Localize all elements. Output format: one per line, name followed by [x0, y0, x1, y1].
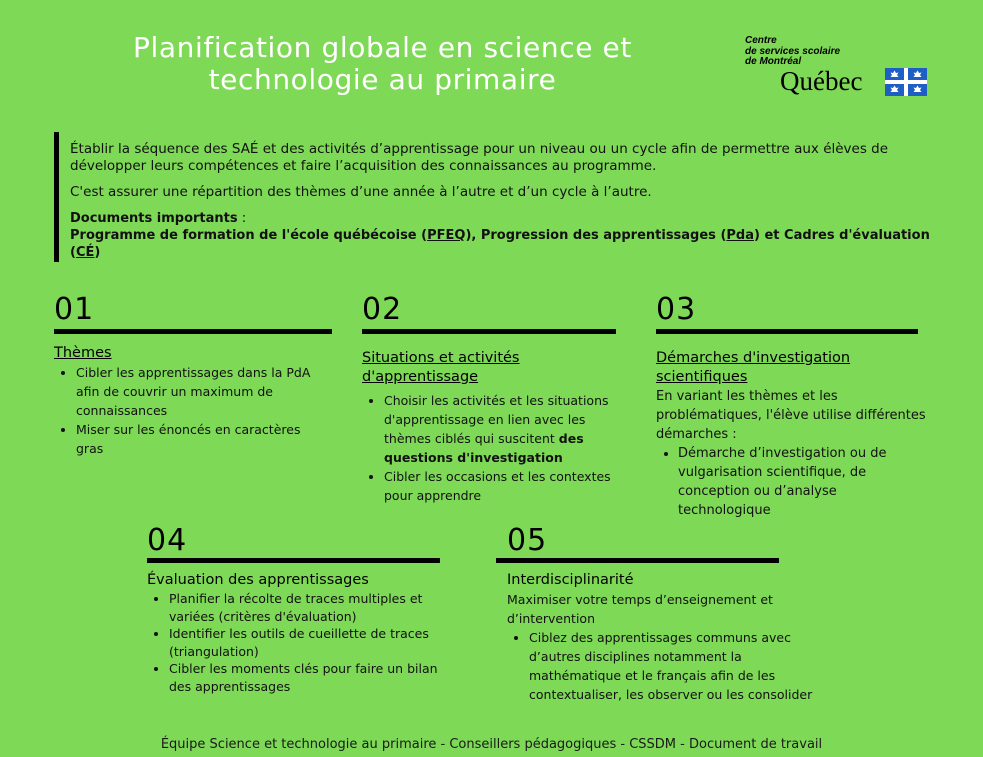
- docs-text-2: ), Progression des apprentissages (: [465, 228, 727, 243]
- list-item-emphasis: des questions d'investigation: [384, 431, 584, 465]
- important-documents-label: [70, 210, 934, 227]
- section-title-line-1: Démarches d'investigation: [656, 350, 851, 366]
- list-item: • Miser sur les énoncés en caractères gras: [76, 420, 326, 458]
- footer-credit: Équipe Science et technologie au primaire - Conseillers pédagogiques - CSSDM - Document de travail: [160, 737, 823, 752]
- section-04: [147, 524, 447, 695]
- section-title: Thèmes: [54, 345, 112, 361]
- intro-paragraph-2: C'est assurer une répartition des thèmes d’une année à l’autre et d’un cycle à l’autre.: [70, 184, 652, 200]
- section-list: [54, 363, 326, 458]
- section-number: 01: [54, 292, 95, 327]
- section-01: [54, 293, 334, 458]
- section-number: 04: [147, 523, 188, 558]
- logo-caption-line-2: de services scolaire: [745, 45, 841, 57]
- ce-link[interactable]: CÉ: [75, 245, 95, 260]
- section-title: [362, 349, 622, 387]
- important-documents-list: [70, 227, 934, 261]
- section-lead: Maximiser votre temps d’enseignement et d’intervention: [507, 592, 773, 626]
- section-title: [656, 349, 946, 387]
- section-02: [362, 293, 622, 505]
- section-03: [656, 293, 946, 520]
- page-title-line-2: technologie au primaire: [208, 63, 557, 96]
- docs-label-text: Documents importants: [70, 211, 238, 226]
- section-number: 05: [507, 523, 548, 558]
- list-item: • Ciblez des apprentissages communs avec d’autres disciplines notamment la mathématique et le français afin de les contextualiser, les observer ou les consolider: [529, 628, 819, 704]
- section-list: [362, 391, 624, 505]
- logo-wordmark: Québec: [780, 66, 863, 96]
- section-title: Interdisciplinarité: [507, 572, 634, 588]
- list-item-text: Choisir les activités et les situations d'apprentissage en lien avec les thèmes ciblés qui suscitent: [384, 393, 609, 446]
- docs-text-3: ) et Cadres d'évaluation (: [70, 228, 930, 260]
- pfeq-link[interactable]: PFEQ: [427, 228, 466, 243]
- section-number: 03: [656, 292, 697, 327]
- section-divider: [656, 329, 918, 334]
- section-list: [507, 628, 819, 704]
- list-item: • Cibler les apprentissages dans la PdA afin de couvrir un maximum de connaissances: [76, 363, 326, 420]
- docs-text-4: ): [94, 245, 101, 260]
- section-title: Évaluation des apprentissages: [147, 572, 369, 588]
- list-item: [384, 391, 624, 467]
- intro-block: [54, 132, 934, 262]
- intro-paragraph-1: Établir la séquence des SAÉ et des activités d’apprentissage pour un niveau ou un cycle afin de permettre aux élèves de développer leurs compétences et faire l’acquisition des connaissances au programme.: [70, 141, 889, 174]
- section-05: [507, 523, 813, 704]
- section-title-line-2: d'apprentissage: [362, 369, 479, 385]
- section-divider: [147, 558, 440, 563]
- logo-caption-line-1: Centre: [745, 35, 777, 46]
- quebec-flag-icon: [885, 68, 927, 96]
- section-list: [147, 590, 449, 695]
- section-lead: En variant les thèmes et les problématiques, l'élève utilise différentes démarches :: [656, 389, 926, 442]
- section-divider: [496, 558, 779, 563]
- docs-label-colon: :: [237, 211, 247, 226]
- list-item: • Cibler les occasions et les contextes pour apprendre: [384, 467, 624, 505]
- list-item: • Démarche d’investigation ou de vulgarisation scientifique, de conception ou d’analyse technologique: [678, 444, 928, 520]
- list-item: • Planifier la récolte de traces multiples et variées (critères d'évaluation): [169, 590, 449, 625]
- list-item: • Identifier les outils de cueillette de traces (triangulation): [169, 625, 449, 660]
- list-item: • Cibler les moments clés pour faire un bilan des apprentissages: [169, 660, 449, 695]
- section-title-line-2: scientifiques: [656, 369, 748, 385]
- section-divider: [362, 329, 616, 334]
- cssdm-quebec-logo: [745, 36, 930, 100]
- section-divider: [54, 329, 332, 334]
- logo-caption: [745, 36, 840, 68]
- section-number: 02: [362, 292, 403, 327]
- page-title: [100, 32, 665, 96]
- docs-text-1: Programme de formation de l'école québécoise (: [70, 228, 428, 243]
- pda-link[interactable]: Pda: [726, 228, 754, 243]
- section-list: [656, 444, 928, 520]
- logo-caption-line-3: de Montréal: [745, 56, 802, 67]
- page-title-line-1: Planification globale en science et: [133, 31, 632, 64]
- section-title-line-1: Situations et activités: [362, 350, 520, 366]
